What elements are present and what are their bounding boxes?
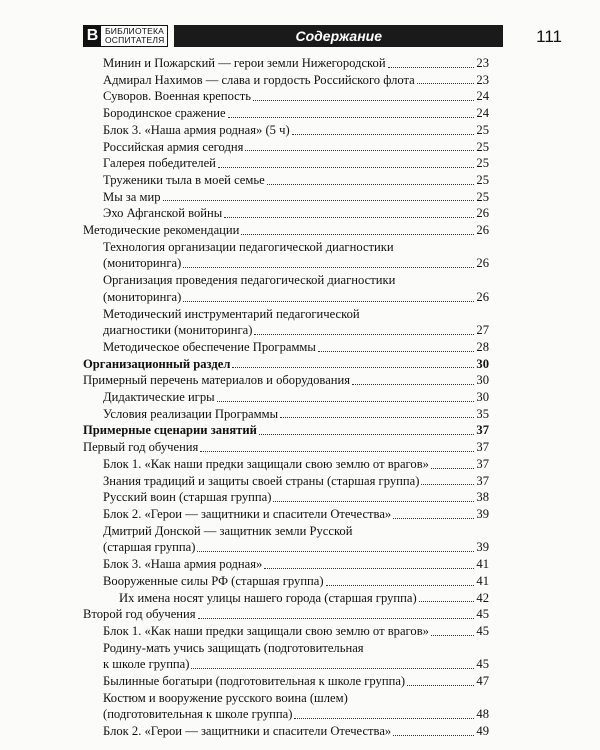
toc-entry-line: [103, 623, 489, 640]
toc-entry-text: Бородинское сражение: [103, 106, 226, 121]
toc-entry: [83, 623, 489, 640]
dot-leader: [264, 568, 474, 569]
toc-entry-line: [103, 72, 489, 89]
toc-page-number: 47: [476, 674, 489, 689]
toc-entry: [83, 690, 489, 723]
toc-page-number: 25: [476, 189, 489, 204]
toc-entry-text: (подготовительная к школе группа): [103, 707, 293, 722]
toc-entry: [83, 556, 489, 573]
toc-entry: [83, 439, 489, 456]
dot-leader: [421, 484, 474, 485]
dot-leader: [245, 150, 474, 151]
dot-leader: [393, 735, 474, 736]
toc-entry: [83, 673, 489, 690]
toc-entry-line: [103, 723, 489, 740]
toc-entry-text: Методические рекомендации: [83, 223, 240, 238]
toc-entry-text: Труженики тыла в моей семье: [103, 172, 265, 187]
toc-page-number: 38: [476, 490, 489, 505]
toc-entry-line: [119, 590, 489, 607]
toc-entry-text: Условия реализации Программы: [103, 406, 279, 421]
toc-entry-line: [83, 356, 489, 373]
dot-leader: [224, 217, 474, 218]
toc-page-number: 41: [476, 557, 489, 572]
table-of-contents: [83, 55, 489, 740]
toc-entry-text: Технология организации педагогической диагностики: [103, 239, 394, 254]
toc-entry: [83, 205, 489, 222]
dot-leader: [280, 417, 474, 418]
dot-leader: [388, 67, 475, 68]
dot-leader: [200, 451, 474, 452]
toc-entry: [83, 139, 489, 156]
toc-entry: [83, 506, 489, 523]
toc-entry-line: [103, 172, 489, 189]
toc-entry: [83, 422, 489, 439]
toc-entry-line: [103, 122, 489, 139]
toc-entry-line: [103, 55, 489, 72]
dot-leader: [318, 351, 475, 352]
series-logo-line1: БИБЛИОТЕКА: [105, 26, 165, 36]
dot-leader: [183, 301, 474, 302]
toc-entry-line: [103, 255, 489, 272]
toc-page-number: 37: [476, 423, 489, 438]
toc-entry: [83, 640, 489, 673]
dot-leader: [183, 267, 474, 268]
running-header: [83, 25, 503, 47]
dot-leader: [267, 184, 475, 185]
toc-page-number: 37: [476, 440, 489, 455]
toc-entry-line: [83, 422, 489, 439]
dot-leader: [232, 367, 474, 368]
toc-entry: [83, 172, 489, 189]
toc-entry-text: к школе группа): [103, 657, 190, 672]
dot-leader: [417, 83, 475, 84]
toc-page-number: 37: [476, 456, 489, 471]
toc-page-number: 24: [476, 89, 489, 104]
toc-entry-text: Минин и Пожарский — герои земли Нижегородской: [103, 56, 386, 70]
toc-page-number: 28: [476, 339, 489, 354]
series-logo-text: [105, 27, 164, 45]
toc-page-number: 48: [476, 707, 489, 722]
toc-page-number: 25: [476, 122, 489, 137]
toc-entry-line: [103, 155, 489, 172]
toc-entry-text: Блок 2. «Герои — защитники и спасители Отечества»: [103, 724, 392, 739]
toc-page-number: 45: [476, 657, 489, 672]
toc-entry: [83, 155, 489, 172]
toc-entry: [83, 489, 489, 506]
toc-page-number: 25: [476, 172, 489, 187]
toc-entry-text: Примерные сценарии занятий: [83, 423, 257, 438]
dot-leader: [253, 100, 474, 101]
dot-leader: [259, 434, 475, 435]
toc-entry: [83, 222, 489, 239]
toc-entry-line: [103, 88, 489, 105]
toc-page-number: 26: [476, 206, 489, 221]
toc-page-number: 39: [476, 540, 489, 555]
toc-entry: [83, 339, 489, 356]
dot-leader: [419, 601, 475, 602]
dot-leader: [326, 585, 475, 586]
toc-entry: [83, 122, 489, 139]
toc-entry-line: [103, 139, 489, 156]
toc-entry: [83, 105, 489, 122]
toc-page-number: 42: [476, 590, 489, 605]
toc-entry-line: [83, 372, 489, 389]
toc-page-number: 26: [476, 256, 489, 271]
toc-entry: [83, 573, 489, 590]
toc-entry-text: Российская армия сегодня: [103, 139, 244, 154]
dot-leader: [217, 401, 475, 402]
toc-page-number: 45: [476, 607, 489, 622]
toc-page-number: 37: [476, 473, 489, 488]
toc-page-number: 30: [476, 390, 489, 405]
toc-entry-line: [103, 706, 489, 723]
toc-entry-text: Родину-мать учись защищать (подготовительная: [103, 640, 364, 655]
toc-page-number: 23: [476, 72, 489, 87]
toc-entry-text: Примерный перечень материалов и оборудования: [83, 373, 351, 388]
toc-entry-text: Дмитрий Донской — защитник земли Русской: [103, 523, 353, 538]
toc-entry-line: [103, 189, 489, 206]
toc-page-number: 23: [476, 56, 489, 70]
toc-entry: [83, 406, 489, 423]
toc-page-number: 49: [476, 724, 489, 739]
dot-leader: [198, 618, 475, 619]
toc-entry-line: [103, 673, 489, 690]
toc-entry-text: Знания традиций и защиты своей страны (старшая группа): [103, 473, 420, 488]
toc-entry-line: [103, 573, 489, 590]
section-title: Содержание: [174, 25, 503, 47]
toc-page-number: 27: [476, 323, 489, 338]
toc-entry-text: Адмирал Нахимов — слава и гордость Российского флота: [103, 72, 415, 87]
dot-leader: [163, 200, 475, 201]
toc-entry-line: [103, 539, 489, 556]
toc-entry-text: Блок 1. «Как наши предки защищали свою землю от врагов»: [103, 623, 429, 638]
toc-entry: [83, 272, 489, 305]
toc-entry-text: Первый год обучения: [83, 440, 199, 455]
toc-entry-text: Блок 1. «Как наши предки защищали свою землю от врагов»: [103, 456, 429, 471]
series-logo-letter: В: [84, 26, 101, 46]
toc-entry-text: (мониторинга): [103, 256, 182, 271]
toc-entry-line: [103, 389, 489, 406]
toc-entry-line: [103, 322, 489, 339]
toc-entry-line: [83, 222, 489, 239]
toc-entry-text: Блок 2. «Герои — защитники и спасители Отечества»: [103, 506, 392, 521]
toc-page-number: 39: [476, 506, 489, 521]
dot-leader: [218, 167, 474, 168]
toc-entry-text: Их имена носят улицы нашего города (старшая группа): [119, 590, 417, 605]
toc-entry-line: [103, 489, 489, 506]
toc-page-number: 24: [476, 106, 489, 121]
toc-entry-line: [103, 339, 489, 356]
toc-page-number: 35: [476, 406, 489, 421]
toc-entry-text: Блок 3. «Наша армия родная»: [103, 557, 263, 572]
toc-entry: [83, 590, 489, 607]
toc-entry: [83, 239, 489, 272]
toc-entry: [83, 55, 489, 72]
dot-leader: [254, 334, 474, 335]
toc-entry-text: Второй год обучения: [83, 607, 196, 622]
dot-leader: [407, 685, 474, 686]
dot-leader: [273, 501, 474, 502]
toc-page-number: 45: [476, 623, 489, 638]
toc-entry-text: Методический инструментарий педагогической: [103, 306, 360, 321]
toc-page-number: 26: [476, 289, 489, 304]
toc-entry: [83, 523, 489, 556]
dot-leader: [197, 551, 474, 552]
toc-entry-line: [103, 289, 489, 306]
toc-page-number: 30: [476, 373, 489, 388]
toc-entry-line: [103, 656, 489, 673]
toc-entry-text: Методическое обеспечение Программы: [103, 339, 316, 354]
toc-entry: [83, 723, 489, 740]
toc-entry-line: [103, 105, 489, 122]
dot-leader: [393, 518, 474, 519]
toc-entry: [83, 72, 489, 89]
toc-entry-line: [103, 205, 489, 222]
toc-entry-text: Организация проведения педагогической диагностики: [103, 273, 396, 288]
toc-entry-text: Былинные богатыри (подготовительная к школе группа): [103, 674, 406, 689]
toc-entry: [83, 389, 489, 406]
toc-entry-line: [83, 439, 489, 456]
toc-entry-text: Вооруженные силы РФ (старшая группа): [103, 573, 324, 588]
toc-entry-text: (мониторинга): [103, 289, 182, 304]
toc-entry: [83, 606, 489, 623]
dot-leader: [228, 117, 475, 118]
toc-entry: [83, 88, 489, 105]
toc-entry-text: (старшая группа): [103, 540, 196, 555]
toc-entry: [83, 372, 489, 389]
dot-leader: [431, 468, 474, 469]
toc-page-number: 26: [476, 223, 489, 238]
toc-entry: [83, 189, 489, 206]
toc-entry-text: Галерея победителей: [103, 156, 216, 171]
toc-entry-text: Блок 3. «Наша армия родная» (5 ч): [103, 122, 290, 137]
toc-entry: [83, 456, 489, 473]
dot-leader: [191, 668, 474, 669]
toc-entry: [83, 473, 489, 490]
toc-entry-text: Суворов. Военная крепость: [103, 89, 252, 104]
toc-page-number: 30: [476, 356, 489, 371]
toc-entry-line: [103, 506, 489, 523]
toc-entry-line: [103, 456, 489, 473]
toc-entry-text: Эхо Афганской войны: [103, 206, 223, 221]
dot-leader: [352, 384, 474, 385]
page-number: 111: [536, 27, 562, 46]
toc-entry-text: Русский воин (старшая группа): [103, 490, 272, 505]
toc-entry-text: Дидактические игры: [103, 390, 215, 405]
toc-entry-text: Организационный раздел: [83, 356, 231, 371]
toc-entry-text: диагностики (мониторинга): [103, 323, 253, 338]
series-logo-line2: ОСПИТАТЕЛЯ: [105, 35, 165, 45]
toc-entry: [83, 306, 489, 339]
toc-entry-line: [103, 556, 489, 573]
dot-leader: [292, 134, 475, 135]
toc-entry-text: Костюм и вооружение русского воина (шлем): [103, 690, 348, 705]
toc-entry-line: [83, 606, 489, 623]
toc-entry: [83, 356, 489, 373]
toc-page-number: 25: [476, 139, 489, 154]
dot-leader: [241, 234, 474, 235]
series-logo: [83, 25, 168, 47]
toc-entry-text: Мы за мир: [103, 189, 161, 204]
toc-entry-line: [103, 406, 489, 423]
toc-page-number: 41: [476, 573, 489, 588]
toc-entry-line: [103, 473, 489, 490]
dot-leader: [431, 635, 474, 636]
dot-leader: [294, 718, 474, 719]
toc-page-number: 25: [476, 156, 489, 171]
